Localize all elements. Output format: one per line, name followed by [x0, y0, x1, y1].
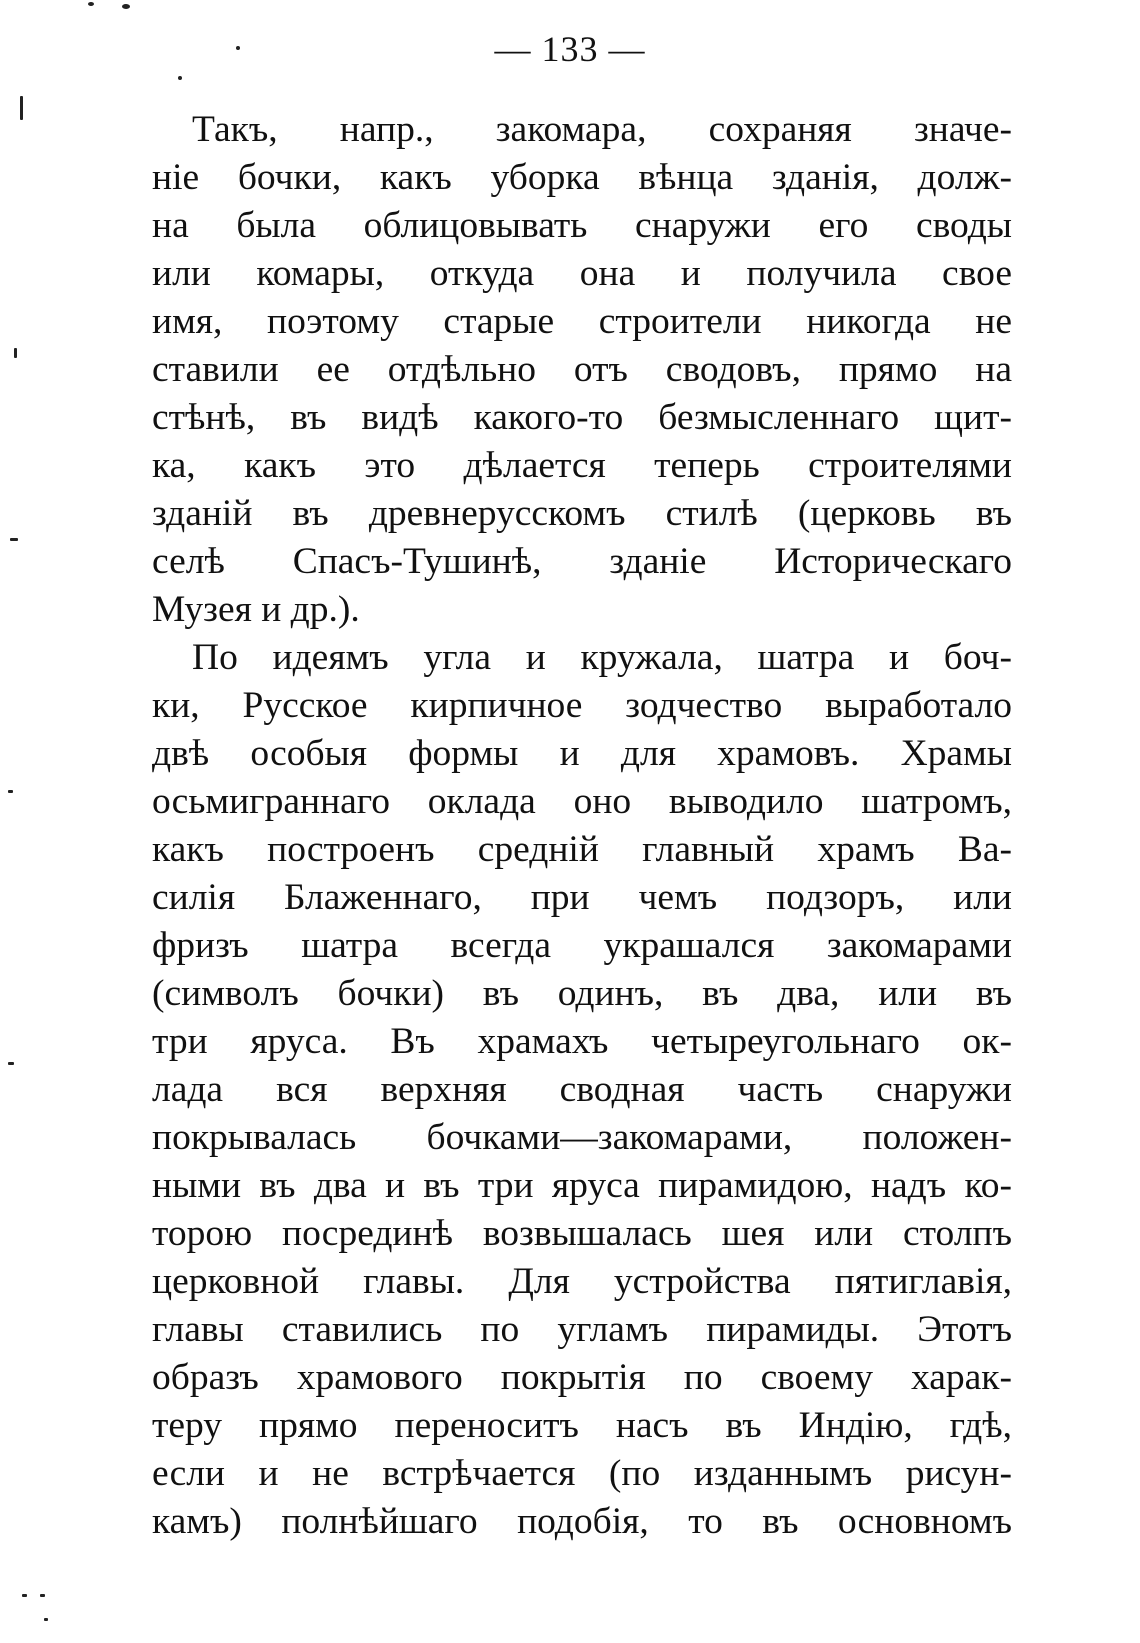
body-text: [152, 106, 1012, 1546]
scan-speck: [14, 348, 17, 358]
text-line: ки, Русское кирпичное зодчество выработало: [152, 685, 1012, 726]
text-line: какъ построенъ средній главный храмъ Ва-: [152, 829, 1012, 870]
scan-speck: [178, 76, 182, 80]
text-line: Такъ, напр., закомара, сохраняя значе-: [192, 109, 1012, 150]
text-line: (символъ бочки) въ одинъ, въ два, или въ: [152, 973, 1012, 1014]
text-line: стѣнѣ, въ видѣ какого-то безмысленнаго щит-: [152, 397, 1012, 438]
text-line: если и не встрѣчается (по изданнымъ рисун-: [152, 1453, 1012, 1494]
text-line: фризъ шатра всегда украшался закомарами: [152, 925, 1012, 966]
text-line: покрывалась бочками—закомарами, положен-: [152, 1117, 1012, 1158]
text-line: или комары, откуда она и получила свое: [152, 253, 1012, 294]
scan-speck: [8, 1062, 14, 1065]
text-line: зданій въ древнерусскомъ стилѣ (церковь въ: [152, 493, 1012, 534]
scan-speck: [88, 2, 94, 6]
text-line: камъ) полнѣйшаго подобія, то въ основномъ: [152, 1501, 1012, 1542]
scan-speck: [122, 4, 130, 9]
text-line: лада вся верхняя сводная часть снаружи: [152, 1069, 1012, 1110]
paragraph-2: [152, 634, 1012, 1546]
scan-speck: [8, 790, 13, 793]
text-line: селѣ Спасъ-Тушинѣ, зданіе Историческаго: [152, 541, 1012, 582]
text-line: осьмиграннаго оклада оно выводило шатромъ,: [152, 781, 1012, 822]
scan-speck: [44, 1618, 48, 1621]
text-line: ставили ее отдѣльно отъ сводовъ, прямо на: [152, 349, 1012, 390]
text-line: три яруса. Въ храмахъ четыреугольнаго ок-: [152, 1021, 1012, 1062]
paragraph-1: [152, 106, 1012, 634]
text-line: имя, поэтому старые строители никогда не: [152, 301, 1012, 342]
text-line: двѣ особыя формы и для храмовъ. Храмы: [152, 733, 1012, 774]
scan-speck: [20, 96, 23, 120]
text-line: ка, какъ это дѣлается теперь строителями: [152, 445, 1012, 486]
text-line: ными въ два и въ три яруса пирамидою, надъ ко-: [152, 1165, 1012, 1206]
page-number: — 133 —: [494, 29, 646, 69]
scan-speck: [10, 538, 18, 541]
text-line: ніе бочки, какъ уборка вѣнца зданія, долж-: [152, 157, 1012, 198]
scan-speck: [236, 46, 240, 50]
text-line: на была облицовывать снаружи его своды: [152, 205, 1012, 246]
scan-speck: [40, 1594, 45, 1597]
text-line: главы ставились по угламъ пирамиды. Этотъ: [152, 1309, 1012, 1350]
text-line: теру прямо переноситъ насъ въ Индію, гдѣ,: [152, 1405, 1012, 1446]
text-line: торою посрединѣ возвышалась шея или столпъ: [152, 1213, 1012, 1254]
text-line: образъ храмового покрытія по своему харак-: [152, 1357, 1012, 1398]
text-line: силія Блаженнаго, при чемъ подзоръ, или: [152, 877, 1012, 918]
scan-speck: [22, 1594, 27, 1597]
text-line: церковной главы. Для устройства пятиглавія,: [152, 1261, 1012, 1302]
text-line: По идеямъ угла и кружала, шатра и боч-: [192, 637, 1012, 678]
text-line: Музея и др.).: [152, 589, 360, 630]
